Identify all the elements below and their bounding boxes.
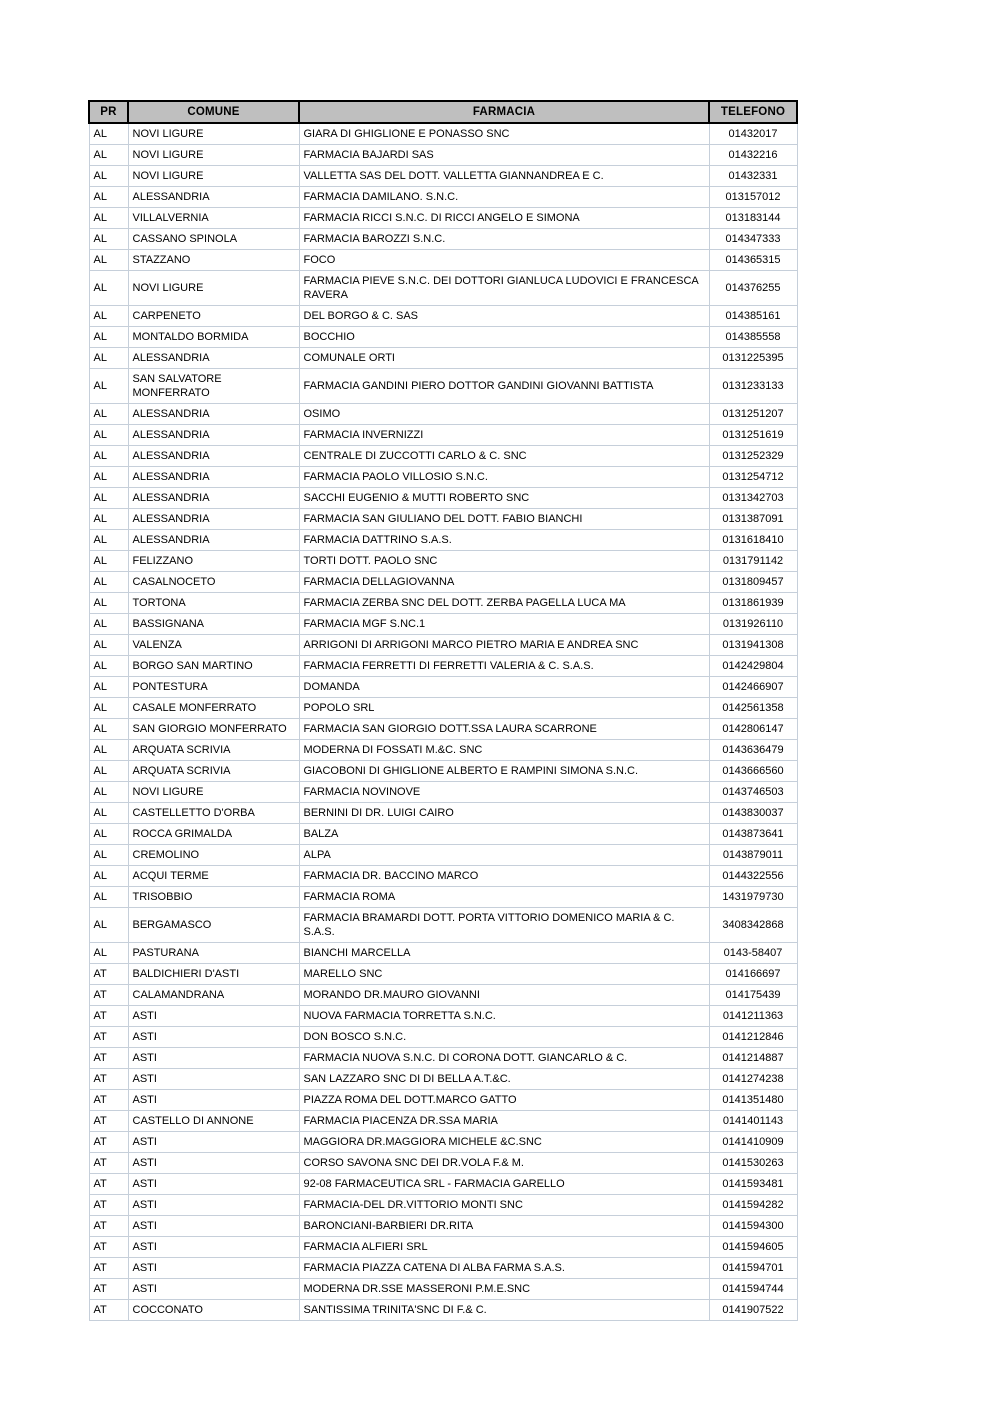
cell-comune: CALAMANDRANA — [128, 985, 299, 1006]
cell-pr: AL — [89, 719, 128, 740]
cell-comune: STAZZANO — [128, 250, 299, 271]
table-body — [89, 123, 797, 1321]
cell-comune: NOVI LIGURE — [128, 166, 299, 187]
cell-comune: ARQUATA SCRIVIA — [128, 740, 299, 761]
cell-farmacia: FARMACIA MGF S.NC.1 — [299, 614, 709, 635]
cell-comune: ASTI — [128, 1174, 299, 1195]
cell-farmacia: NUOVA FARMACIA TORRETTA S.N.C. — [299, 1006, 709, 1027]
table-row — [89, 866, 797, 887]
table-row — [89, 698, 797, 719]
cell-pr: AT — [89, 1006, 128, 1027]
cell-pr: AL — [89, 369, 128, 404]
cell-pr: AT — [89, 1216, 128, 1237]
cell-comune: ASTI — [128, 1195, 299, 1216]
cell-farmacia: CENTRALE DI ZUCCOTTI CARLO & C. SNC — [299, 446, 709, 467]
cell-telefono: 014385558 — [709, 327, 797, 348]
table-row — [89, 1279, 797, 1300]
table-row — [89, 803, 797, 824]
cell-farmacia: PIAZZA ROMA DEL DOTT.MARCO GATTO — [299, 1090, 709, 1111]
cell-comune: NOVI LIGURE — [128, 271, 299, 306]
cell-farmacia: DOMANDA — [299, 677, 709, 698]
cell-pr: AL — [89, 824, 128, 845]
table-row — [89, 166, 797, 187]
cell-telefono: 0143-58407 — [709, 943, 797, 964]
cell-telefono: 0131387091 — [709, 509, 797, 530]
table-row — [89, 187, 797, 208]
cell-comune: ALESSANDRIA — [128, 425, 299, 446]
cell-telefono: 0141401143 — [709, 1111, 797, 1132]
table-row — [89, 1111, 797, 1132]
cell-comune: FELIZZANO — [128, 551, 299, 572]
cell-farmacia: POPOLO SRL — [299, 698, 709, 719]
cell-farmacia: GIACOBONI DI GHIGLIONE ALBERTO E RAMPINI SIMONA S.N.C. — [299, 761, 709, 782]
cell-pr: AL — [89, 446, 128, 467]
table-row — [89, 635, 797, 656]
cell-farmacia: BIANCHI MARCELLA — [299, 943, 709, 964]
table-row — [89, 306, 797, 327]
table-row — [89, 467, 797, 488]
cell-comune: ASTI — [128, 1237, 299, 1258]
cell-telefono: 0142429804 — [709, 656, 797, 677]
cell-pr: AL — [89, 593, 128, 614]
cell-telefono: 0131618410 — [709, 530, 797, 551]
table-row — [89, 123, 797, 145]
cell-pr: AL — [89, 404, 128, 425]
cell-farmacia: CORSO SAVONA SNC DEI DR.VOLA F.& M. — [299, 1153, 709, 1174]
cell-comune: ASTI — [128, 1048, 299, 1069]
cell-pr: AL — [89, 761, 128, 782]
cell-telefono: 0131254712 — [709, 467, 797, 488]
cell-pr: AL — [89, 803, 128, 824]
cell-comune: ALESSANDRIA — [128, 348, 299, 369]
table-row — [89, 572, 797, 593]
cell-comune: BALDICHIERI D'ASTI — [128, 964, 299, 985]
cell-comune: ALESSANDRIA — [128, 509, 299, 530]
cell-telefono: 0143879011 — [709, 845, 797, 866]
cell-telefono: 0142806147 — [709, 719, 797, 740]
cell-farmacia: FARMACIA PIEVE S.N.C. DEI DOTTORI GIANLUCA LUDOVICI E FRANCESCA RAVERA — [299, 271, 709, 306]
cell-pr: AT — [89, 1111, 128, 1132]
cell-farmacia: SACCHI EUGENIO & MUTTI ROBERTO SNC — [299, 488, 709, 509]
cell-telefono: 014347333 — [709, 229, 797, 250]
table-row — [89, 1216, 797, 1237]
cell-telefono: 1431979730 — [709, 887, 797, 908]
table-row — [89, 1195, 797, 1216]
cell-telefono: 014376255 — [709, 271, 797, 306]
cell-comune: NOVI LIGURE — [128, 782, 299, 803]
table-row — [89, 1090, 797, 1111]
cell-farmacia: DEL BORGO & C. SAS — [299, 306, 709, 327]
cell-telefono: 0131861939 — [709, 593, 797, 614]
cell-pr: AT — [89, 1258, 128, 1279]
cell-comune: TRISOBBIO — [128, 887, 299, 908]
cell-telefono: 01432216 — [709, 145, 797, 166]
cell-pr: AL — [89, 866, 128, 887]
cell-telefono: 0141593481 — [709, 1174, 797, 1195]
cell-comune: ACQUI TERME — [128, 866, 299, 887]
cell-pr: AL — [89, 635, 128, 656]
cell-telefono: 0131809457 — [709, 572, 797, 593]
cell-telefono: 01432331 — [709, 166, 797, 187]
table-row — [89, 614, 797, 635]
cell-comune: PONTESTURA — [128, 677, 299, 698]
cell-pr: AL — [89, 572, 128, 593]
table-row — [89, 551, 797, 572]
cell-telefono: 0141530263 — [709, 1153, 797, 1174]
cell-comune: CASSANO SPINOLA — [128, 229, 299, 250]
table-row — [89, 369, 797, 404]
cell-farmacia: 92-08 FARMACEUTICA SRL - FARMACIA GARELLO — [299, 1174, 709, 1195]
table-row — [89, 229, 797, 250]
cell-comune: TORTONA — [128, 593, 299, 614]
cell-pr: AL — [89, 509, 128, 530]
cell-telefono: 0143746503 — [709, 782, 797, 803]
cell-telefono: 013157012 — [709, 187, 797, 208]
cell-telefono: 0141212846 — [709, 1027, 797, 1048]
table-row — [89, 1300, 797, 1321]
table-row — [89, 719, 797, 740]
cell-pr: AL — [89, 740, 128, 761]
table-row — [89, 1048, 797, 1069]
cell-pr: AT — [89, 1069, 128, 1090]
table-row — [89, 943, 797, 964]
cell-pr: AL — [89, 782, 128, 803]
cell-telefono: 014175439 — [709, 985, 797, 1006]
cell-pr: AT — [89, 1174, 128, 1195]
cell-pr: AL — [89, 229, 128, 250]
cell-farmacia: FARMACIA BAROZZI S.N.C. — [299, 229, 709, 250]
cell-telefono: 014166697 — [709, 964, 797, 985]
table-row — [89, 446, 797, 467]
table-row — [89, 488, 797, 509]
cell-farmacia: MORANDO DR.MAURO GIOVANNI — [299, 985, 709, 1006]
cell-comune: BASSIGNANA — [128, 614, 299, 635]
cell-pr: AT — [89, 1090, 128, 1111]
cell-telefono: 0142466907 — [709, 677, 797, 698]
cell-comune: ALESSANDRIA — [128, 488, 299, 509]
cell-farmacia: FARMACIA INVERNIZZI — [299, 425, 709, 446]
table-row — [89, 1132, 797, 1153]
cell-farmacia: BOCCHIO — [299, 327, 709, 348]
cell-telefono: 0143830037 — [709, 803, 797, 824]
table-row — [89, 1069, 797, 1090]
cell-telefono: 0141907522 — [709, 1300, 797, 1321]
table-row — [89, 593, 797, 614]
cell-farmacia: FARMACIA ROMA — [299, 887, 709, 908]
cell-pr: AT — [89, 1300, 128, 1321]
cell-farmacia: FARMACIA DR. BACCINO MARCO — [299, 866, 709, 887]
column-header-comune: COMUNE — [128, 101, 299, 123]
cell-pr: AL — [89, 327, 128, 348]
cell-comune: NOVI LIGURE — [128, 123, 299, 145]
table-row — [89, 845, 797, 866]
cell-telefono: 0131251207 — [709, 404, 797, 425]
cell-comune: CREMOLINO — [128, 845, 299, 866]
cell-telefono: 0141211363 — [709, 1006, 797, 1027]
table-row — [89, 985, 797, 1006]
cell-comune: ASTI — [128, 1258, 299, 1279]
cell-pr: AL — [89, 123, 128, 145]
table-row — [89, 348, 797, 369]
cell-comune: ASTI — [128, 1090, 299, 1111]
table-row — [89, 740, 797, 761]
cell-comune: NOVI LIGURE — [128, 145, 299, 166]
cell-pr: AL — [89, 467, 128, 488]
cell-pr: AL — [89, 306, 128, 327]
cell-comune: BORGO SAN MARTINO — [128, 656, 299, 677]
table-header — [89, 101, 797, 123]
cell-comune: MONTALDO BORMIDA — [128, 327, 299, 348]
pharmacy-table — [88, 100, 798, 1321]
cell-comune: CASALE MONFERRATO — [128, 698, 299, 719]
cell-comune: ALESSANDRIA — [128, 467, 299, 488]
table-row — [89, 271, 797, 306]
cell-telefono: 013183144 — [709, 208, 797, 229]
cell-farmacia: VALLETTA SAS DEL DOTT. VALLETTA GIANNANDREA E C. — [299, 166, 709, 187]
cell-comune: COCCONATO — [128, 1300, 299, 1321]
cell-pr: AL — [89, 551, 128, 572]
column-header-farmacia: FARMACIA — [299, 101, 709, 123]
cell-telefono: 0141351480 — [709, 1090, 797, 1111]
cell-farmacia: FARMACIA BAJARDI SAS — [299, 145, 709, 166]
cell-pr: AT — [89, 1279, 128, 1300]
table-row — [89, 327, 797, 348]
cell-farmacia: FARMACIA-DEL DR.VITTORIO MONTI SNC — [299, 1195, 709, 1216]
cell-comune: ASTI — [128, 1153, 299, 1174]
cell-farmacia: FARMACIA GANDINI PIERO DOTTOR GANDINI GIOVANNI BATTISTA — [299, 369, 709, 404]
cell-pr: AL — [89, 166, 128, 187]
cell-farmacia: MARELLO SNC — [299, 964, 709, 985]
cell-farmacia: FARMACIA DAMILANO. S.N.C. — [299, 187, 709, 208]
cell-comune: SAN SALVATORE MONFERRATO — [128, 369, 299, 404]
cell-pr: AL — [89, 250, 128, 271]
cell-telefono: 0131926110 — [709, 614, 797, 635]
cell-comune: ROCCA GRIMALDA — [128, 824, 299, 845]
cell-farmacia: FARMACIA PIACENZA DR.SSA MARIA — [299, 1111, 709, 1132]
cell-comune: BERGAMASCO — [128, 908, 299, 943]
pharmacy-table-container — [88, 100, 796, 1321]
cell-farmacia: GIARA DI GHIGLIONE E PONASSO SNC — [299, 123, 709, 145]
cell-comune: VALENZA — [128, 635, 299, 656]
cell-farmacia: OSIMO — [299, 404, 709, 425]
cell-farmacia: SANTISSIMA TRINITA'SNC DI F.& C. — [299, 1300, 709, 1321]
cell-pr: AT — [89, 964, 128, 985]
cell-pr: AL — [89, 943, 128, 964]
cell-pr: AL — [89, 348, 128, 369]
cell-telefono: 0144322556 — [709, 866, 797, 887]
cell-comune: ASTI — [128, 1216, 299, 1237]
cell-telefono: 0131251619 — [709, 425, 797, 446]
cell-telefono: 0143873641 — [709, 824, 797, 845]
cell-pr: AT — [89, 1048, 128, 1069]
cell-pr: AL — [89, 530, 128, 551]
cell-telefono: 0131233133 — [709, 369, 797, 404]
cell-telefono: 014365315 — [709, 250, 797, 271]
cell-farmacia: DON BOSCO S.N.C. — [299, 1027, 709, 1048]
cell-pr: AT — [89, 985, 128, 1006]
cell-comune: VILLALVERNIA — [128, 208, 299, 229]
cell-farmacia: FARMACIA FERRETTI DI FERRETTI VALERIA & C. S.A.S. — [299, 656, 709, 677]
cell-pr: AL — [89, 887, 128, 908]
cell-pr: AT — [89, 1153, 128, 1174]
cell-comune: ALESSANDRIA — [128, 404, 299, 425]
cell-farmacia: FARMACIA NOVINOVE — [299, 782, 709, 803]
cell-pr: AL — [89, 908, 128, 943]
table-row — [89, 656, 797, 677]
cell-farmacia: MODERNA DI FOSSATI M.&C. SNC — [299, 740, 709, 761]
cell-comune: ASTI — [128, 1006, 299, 1027]
cell-telefono: 0143666560 — [709, 761, 797, 782]
cell-comune: ASTI — [128, 1069, 299, 1090]
cell-telefono: 0131791142 — [709, 551, 797, 572]
column-header-telefono: TELEFONO — [709, 101, 797, 123]
cell-farmacia: MAGGIORA DR.MAGGIORA MICHELE &C.SNC — [299, 1132, 709, 1153]
cell-telefono: 0143636479 — [709, 740, 797, 761]
cell-pr: AL — [89, 698, 128, 719]
table-row — [89, 782, 797, 803]
table-row — [89, 1237, 797, 1258]
table-row — [89, 824, 797, 845]
cell-pr: AT — [89, 1195, 128, 1216]
cell-farmacia: BALZA — [299, 824, 709, 845]
cell-farmacia: MODERNA DR.SSE MASSERONI P.M.E.SNC — [299, 1279, 709, 1300]
table-row — [89, 208, 797, 229]
cell-telefono: 0131225395 — [709, 348, 797, 369]
cell-pr: AL — [89, 656, 128, 677]
cell-comune: ASTI — [128, 1027, 299, 1048]
table-row — [89, 1006, 797, 1027]
cell-farmacia: ALPA — [299, 845, 709, 866]
cell-telefono: 0142561358 — [709, 698, 797, 719]
cell-comune: CASALNOCETO — [128, 572, 299, 593]
cell-comune: ALESSANDRIA — [128, 187, 299, 208]
cell-farmacia: COMUNALE ORTI — [299, 348, 709, 369]
cell-pr: AL — [89, 845, 128, 866]
cell-farmacia: BARONCIANI-BARBIERI DR.RITA — [299, 1216, 709, 1237]
cell-telefono: 0141594605 — [709, 1237, 797, 1258]
cell-pr: AL — [89, 677, 128, 698]
cell-farmacia: FARMACIA BRAMARDI DOTT. PORTA VITTORIO DOMENICO MARIA & C. S.A.S. — [299, 908, 709, 943]
cell-farmacia: TORTI DOTT. PAOLO SNC — [299, 551, 709, 572]
cell-pr: AL — [89, 425, 128, 446]
cell-comune: ASTI — [128, 1279, 299, 1300]
cell-farmacia: SAN LAZZARO SNC DI DI BELLA A.T.&C. — [299, 1069, 709, 1090]
cell-farmacia: FARMACIA PAOLO VILLOSIO S.N.C. — [299, 467, 709, 488]
cell-comune: CARPENETO — [128, 306, 299, 327]
cell-pr: AL — [89, 145, 128, 166]
cell-telefono: 0141594300 — [709, 1216, 797, 1237]
table-row — [89, 1174, 797, 1195]
table-row — [89, 425, 797, 446]
table-row — [89, 530, 797, 551]
cell-comune: SAN GIORGIO MONFERRATO — [128, 719, 299, 740]
cell-pr: AT — [89, 1237, 128, 1258]
cell-farmacia: FARMACIA SAN GIORGIO DOTT.SSA LAURA SCARRONE — [299, 719, 709, 740]
cell-comune: CASTELLO DI ANNONE — [128, 1111, 299, 1132]
table-row — [89, 1027, 797, 1048]
cell-pr: AL — [89, 271, 128, 306]
table-row — [89, 761, 797, 782]
cell-farmacia: BERNINI DI DR. LUIGI CAIRO — [299, 803, 709, 824]
table-row — [89, 908, 797, 943]
cell-telefono: 0131342703 — [709, 488, 797, 509]
cell-farmacia: FARMACIA ALFIERI SRL — [299, 1237, 709, 1258]
cell-farmacia: FARMACIA SAN GIULIANO DEL DOTT. FABIO BIANCHI — [299, 509, 709, 530]
cell-telefono: 01432017 — [709, 123, 797, 145]
cell-pr: AL — [89, 208, 128, 229]
column-header-pr: PR — [89, 101, 128, 123]
cell-comune: ALESSANDRIA — [128, 446, 299, 467]
cell-telefono: 0141274238 — [709, 1069, 797, 1090]
cell-pr: AT — [89, 1027, 128, 1048]
table-row — [89, 1258, 797, 1279]
cell-pr: AT — [89, 1132, 128, 1153]
cell-farmacia: FARMACIA NUOVA S.N.C. DI CORONA DOTT. GIANCARLO & C. — [299, 1048, 709, 1069]
cell-farmacia: FARMACIA ZERBA SNC DEL DOTT. ZERBA PAGELLA LUCA MA — [299, 593, 709, 614]
cell-telefono: 0131252329 — [709, 446, 797, 467]
cell-telefono: 3408342868 — [709, 908, 797, 943]
cell-farmacia: FARMACIA PIAZZA CATENA DI ALBA FARMA S.A.S. — [299, 1258, 709, 1279]
cell-pr: AL — [89, 488, 128, 509]
header-row — [89, 101, 797, 123]
cell-comune: ALESSANDRIA — [128, 530, 299, 551]
table-row — [89, 404, 797, 425]
table-row — [89, 1153, 797, 1174]
cell-farmacia: ARRIGONI DI ARRIGONI MARCO PIETRO MARIA E ANDREA SNC — [299, 635, 709, 656]
cell-telefono: 0141594701 — [709, 1258, 797, 1279]
cell-farmacia: FOCO — [299, 250, 709, 271]
cell-telefono: 014385161 — [709, 306, 797, 327]
table-row — [89, 677, 797, 698]
cell-telefono: 0141594282 — [709, 1195, 797, 1216]
cell-farmacia: FARMACIA DATTRINO S.A.S. — [299, 530, 709, 551]
cell-comune: PASTURANA — [128, 943, 299, 964]
table-row — [89, 250, 797, 271]
cell-telefono: 0141594744 — [709, 1279, 797, 1300]
cell-comune: CASTELLETTO D'ORBA — [128, 803, 299, 824]
cell-telefono: 0141214887 — [709, 1048, 797, 1069]
table-row — [89, 964, 797, 985]
table-row — [89, 509, 797, 530]
cell-telefono: 0131941308 — [709, 635, 797, 656]
cell-pr: AL — [89, 187, 128, 208]
cell-comune: ASTI — [128, 1132, 299, 1153]
cell-farmacia: FARMACIA RICCI S.N.C. DI RICCI ANGELO E SIMONA — [299, 208, 709, 229]
table-row — [89, 145, 797, 166]
cell-telefono: 0141410909 — [709, 1132, 797, 1153]
cell-farmacia: FARMACIA DELLAGIOVANNA — [299, 572, 709, 593]
table-row — [89, 887, 797, 908]
cell-comune: ARQUATA SCRIVIA — [128, 761, 299, 782]
cell-pr: AL — [89, 614, 128, 635]
